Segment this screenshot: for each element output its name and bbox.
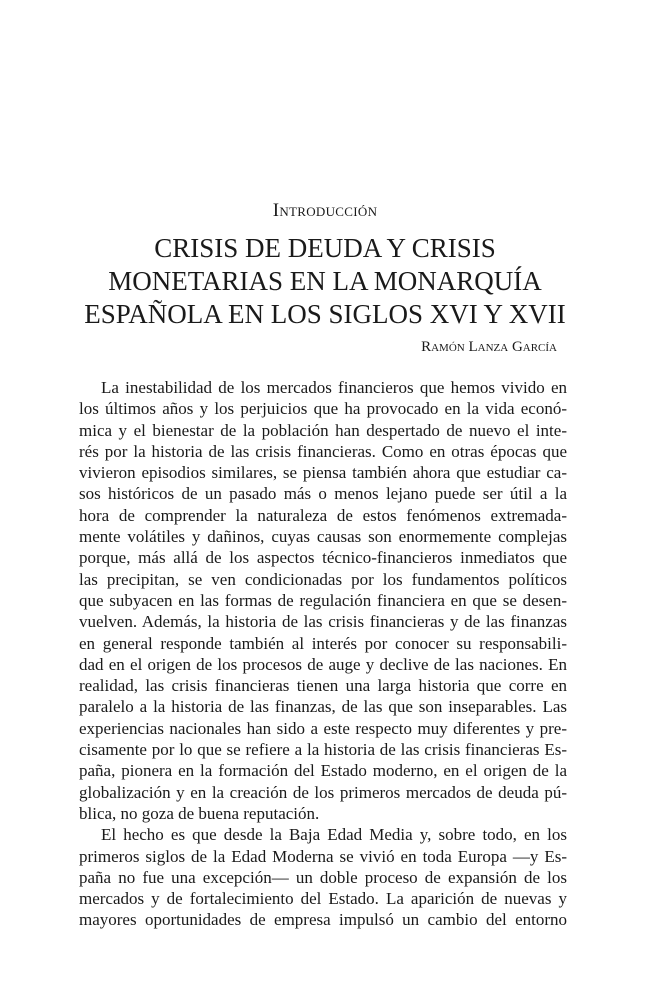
chapter-title-line: ESPAÑOLA EN LOS SIGLOS XVI Y XVII bbox=[84, 299, 566, 329]
text-line: mente volátiles y dañinos, cuyas causas son enormemente complejas bbox=[79, 527, 567, 547]
chapter-title bbox=[60, 232, 590, 331]
text-line: globalización y en la creación de los primeros mercados de deuda pú- bbox=[79, 782, 567, 802]
text-line: experiencias nacionales han sido a este respecto muy diferentes y pre- bbox=[79, 718, 567, 738]
section-label: Introducción bbox=[272, 200, 378, 221]
text-line: sos históricos de un pasado más o menos lejano puede ser útil a la bbox=[79, 484, 567, 504]
text-line: blica, no goza de buena reputación. bbox=[79, 803, 320, 823]
text-line: El hecho es que desde la Baja Edad Media y, sobre todo, en los bbox=[101, 825, 567, 845]
chapter-title-line: CRISIS DE DEUDA Y CRISIS bbox=[154, 233, 496, 263]
text-line: La inestabilidad de los mercados financieros que hemos vivido en bbox=[101, 378, 567, 397]
text-line: cisamente por lo que se refiere a la historia de las crisis financieras Es- bbox=[79, 740, 567, 760]
paragraph bbox=[79, 824, 567, 930]
text-line: dad en el origen de los procesos de auge y declive de las naciones. En bbox=[79, 654, 567, 674]
text-line: hora de comprender la naturaleza de estos fenómenos extremada- bbox=[79, 505, 567, 525]
text-line: mayores oportunidades de empresa impulsó un cambio del entorno bbox=[79, 910, 567, 930]
text-line: rés por la historia de las crisis financieras. Como en otras épocas que bbox=[79, 441, 567, 461]
text-line: paña no fue una excepción— un doble proceso de expansión de los bbox=[79, 867, 567, 887]
text-line: vuelven. Además, la historia de las crisis financieras y de las finanzas bbox=[79, 612, 567, 632]
text-line: mica y el bienestar de la población han despertado de nuevo el inte- bbox=[79, 420, 567, 440]
text-line: las precipitan, se ven condicionadas por los fundamentos políticos bbox=[79, 569, 567, 589]
text-line: primeros siglos de la Edad Moderna se vivió en toda Europa —y Es- bbox=[79, 846, 567, 866]
paragraph bbox=[79, 377, 567, 824]
author-name: Ramón Lanza García bbox=[421, 339, 557, 355]
text-line: porque, más allá de los aspectos técnico-financieros inmediatos que bbox=[79, 548, 567, 568]
text-line: vivieron episodios similares, se piensa también ahora que estudiar ca- bbox=[79, 463, 567, 483]
text-line: realidad, las crisis financieras tienen una larga historia que corre en bbox=[79, 676, 567, 696]
chapter-title-line: MONETARIAS EN LA MONARQUÍA bbox=[108, 266, 542, 296]
text-line: mercados y de fortalecimiento del Estado. La aparición de nuevas y bbox=[79, 889, 567, 909]
text-line: paña, pionera en la formación del Estado moderno, en el origen de la bbox=[79, 761, 567, 781]
text-line: que subyacen en las formas de regulación financiera en que se desen- bbox=[79, 590, 567, 610]
text-line: paralelo a la historia de las finanzas, de las que son inseparables. Las bbox=[79, 697, 567, 717]
text-line: en general responde también al interés por conocer su responsabili- bbox=[79, 633, 567, 653]
text-line: los últimos años y los perjuicios que ha provocado en la vida econó- bbox=[79, 399, 567, 419]
body-text bbox=[79, 377, 567, 931]
